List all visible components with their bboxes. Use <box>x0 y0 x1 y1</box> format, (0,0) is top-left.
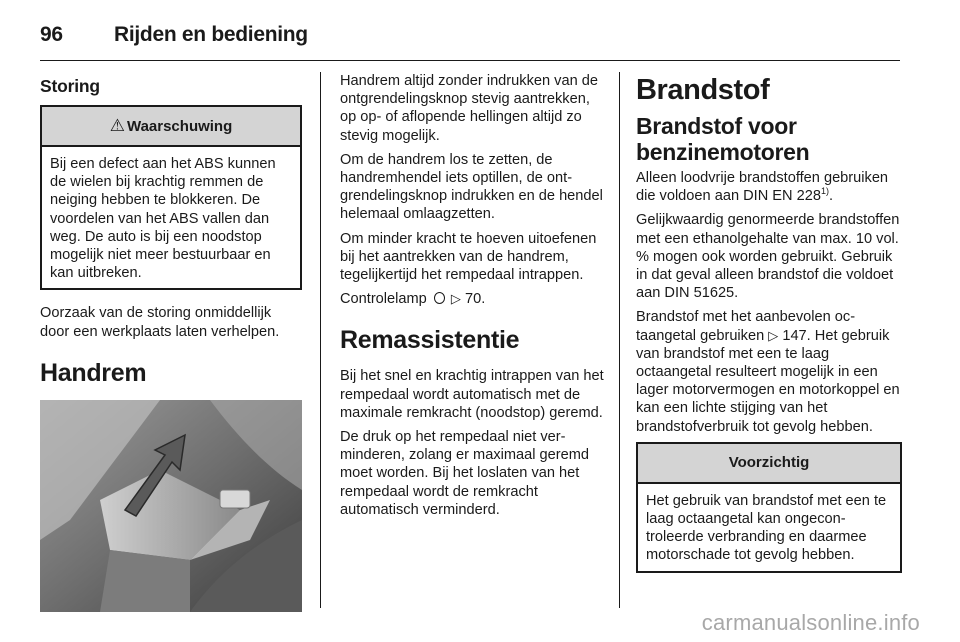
column-1 <box>40 72 302 612</box>
remassistentie-paragraph-2: De druk op het rempedaal niet verminderen, zolang er maximaal geremd moet worden. Bij het loslaten van het rempedaal wordt de remkracht automatisch verminderd. <box>340 429 590 518</box>
handrem-paragraph-1: Handrem altijd zonder indrukken van de ontgrendelingsknop stevig aantrekken, op op- of aflopende hellingen altijd zo stevig mogelijk. <box>340 73 598 144</box>
caution-text: Het gebruik van brandstof met een te laag octaangetal kan ongecontroleerde verbranding en daarmee motorschade tot gevolg hebben. <box>646 492 887 564</box>
column-divider <box>619 72 620 608</box>
title-brandstof: Brandstof <box>636 74 770 106</box>
caution-header <box>638 444 900 484</box>
handbrake-photo <box>40 400 302 612</box>
page-reference-icon: ▷ <box>768 327 779 343</box>
handrem-paragraph-3: Om minder kracht te hoeven uitoefenen bij het aantrekken van de handrem, tegelijkertijd het rempedaal intrappen. <box>340 230 597 284</box>
remassistentie-paragraph-1: Bij het snel en krachtig intrappen van het rempedaal wordt automatisch met de maximale remkracht (noodstop) geremd. <box>340 368 604 421</box>
brake-warning-lamp-icon <box>431 291 447 305</box>
controlelamp-label: Controlelamp <box>340 291 427 308</box>
warning-box <box>40 105 302 290</box>
brandstof-paragraph-3 <box>636 308 902 435</box>
brandstof-paragraph-2: Gelijkwaardig genormeerde brandstoffen met een ethanolgehalte van max. 10 vol. % mogen ook worden gebruikt. Gebruik in dat geval alleen brandstof die voldoet aan DIN 51625. <box>636 212 900 302</box>
storing-text: Oorzaak van de storing onmiddellijk door een werkplaats laten verhelpen. <box>40 305 280 340</box>
brandstof-paragraph-1-text: Alleen loodvrije brandstoffen gebruiken die voldoen aan DIN EN 228 <box>636 170 889 205</box>
warning-header <box>42 107 300 147</box>
page-header <box>40 18 308 52</box>
caution-title: Voorzichtig <box>728 454 810 472</box>
caution-box <box>636 442 902 573</box>
warning-text: Bij een defect aan het ABS kunnen de wielen bij krachtig remmen de neiging hebben te blokkeren. De voordelen van het ABS vallen dan weg. De auto is bij een noodstop mogelijk niet meer bestuurbaar en kan uitbreken. <box>50 156 276 282</box>
brandstof-paragraph-3b: Het gebruik van brandstof met een te laag octaangetal resulteert mogelijk in een lager motorvermogen en motorkoppel en kan een lichte stijging van het brandstofverbruik tot gevolg hebben. <box>636 327 900 435</box>
section-heading-storing: Storing <box>40 76 100 96</box>
brandstof-paragraph-3a: Brandstof met het aanbevolen octaangetal gebruiken <box>636 309 856 344</box>
controlelamp-line <box>340 290 604 308</box>
column-divider <box>320 72 321 608</box>
header-rule <box>40 60 900 61</box>
footnote-marker: 1) <box>820 186 829 197</box>
subtitle-benzinemotoren: Brandstof voor benzinemotoren <box>636 113 810 165</box>
controlelamp-reference: 70. <box>464 291 486 308</box>
section-heading-handrem: Handrem <box>40 358 147 387</box>
octane-reference: 147. <box>782 327 811 344</box>
watermark: carmanualsonline.info <box>701 610 920 635</box>
handrem-paragraph-2: Om de handrem los te zetten, de handremhendel iets optillen, de ontgrendelingsknop indrukken en de hendel helemaal omlaagzetten. <box>340 151 603 223</box>
warning-title: Waarschuwing <box>126 117 233 135</box>
page-reference-icon: ▷ <box>450 291 461 307</box>
section-heading-remassistentie: Remassistentie <box>340 326 520 355</box>
column-3 <box>636 72 902 587</box>
column-2 <box>340 72 604 525</box>
page-number: 96 <box>40 23 63 46</box>
chapter-title: Rijden en bediening <box>114 23 308 46</box>
brandstof-paragraph-1: Alleen loodvrije brandstoffen gebruiken die voldoen aan DIN EN 228$^{1)}$. <box>636 170 889 205</box>
warning-triangle-icon: ⚠ <box>109 116 125 135</box>
